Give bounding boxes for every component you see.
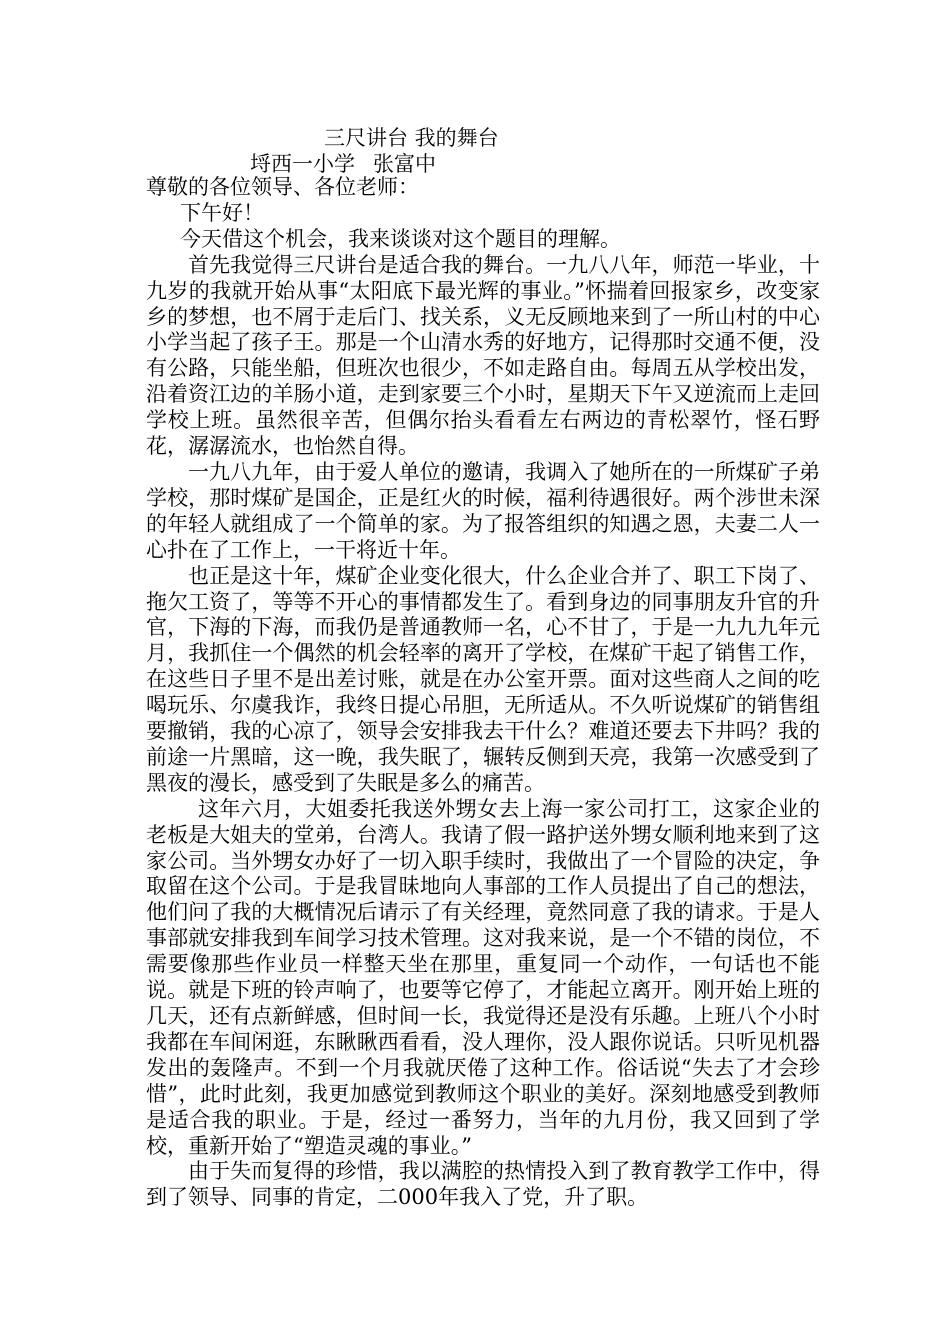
- school-name: 埒西一小学: [250, 152, 355, 176]
- author-byline: [250, 150, 436, 178]
- paragraph: 由于失而复得的珍惜，我以满腔的热情投入到了教育教学工作中，得到了领导、同事的肯定，二000年我入了党，升了职。: [146, 1159, 820, 1210]
- speech-body: [146, 175, 820, 1211]
- greeting: 下午好！: [180, 200, 264, 225]
- paragraph: 今天借这个机会，我来谈谈对这个题目的理解。: [180, 226, 621, 251]
- salutation: 尊敬的各位领导、各位老师：: [146, 175, 419, 199]
- paragraph: 这年六月，大姐委托我送外甥女去上海一家公司打工，这家企业的老板是大姐夫的堂弟，台湾人。我请了假一路护送外甥女顺利地来到了这家公司。当外甥女办好了一切入职手续时，我做出了一个冒险的决定，争取留在这个公司。于是我冒昧地向人事部的工作人员提出了自己的想法，他们问了我的大概情况后请示了有关经理，竟然同意了我的请求。于是人事部就安排我到车间学习技术管理。这对我来说，是一个不错的岗位，不需要像那些作业员一样整天坐在那里，重复同一个动作，一句话也不能说。就是下班的铃声响了，也要等它停了，才能起立离开。刚开始上班的几天，还有点新鲜感，但时间一长，我觉得还是没有乐趣。上班八个小时我都在车间闲逛，东瞅瞅西看看，没人理你，没人跟你说话。只听见机器发出的轰隆声。不到一个月我就厌倦了这种工作。俗话说“失去了才会珍惜”，此时此刻，我更加感觉到教师这个职业的美好。深刻地感受到教师是适合我的职业。于是，经过一番努力，当年的九月份，我又回到了学校，重新开始了“塑造灵魂的事业。”: [146, 796, 820, 1158]
- paragraph: 也正是这十年，煤矿企业变化很大，什么企业合并了、职工下岗了、拖欠工资了，等等不开心的事情都发生了。看到身边的同事朋友升官的升官，下海的下海，而我仍是普通教师一名，心不甘了，于是一九九九年元月，我抓住一个偶然的机会轻率的离开了学校，在煤矿干起了销售工作，在这些日子里不是出差讨账，就是在办公室开票。面对这些商人之间的吃喝玩乐、尔虞我诈，我终日提心吊胆，无所适从。不久听说煤矿的销售组要撤销，我的心凉了，领导会安排我去干什么？难道还要去下井吗？我的前途一片黑暗，这一晚，我失眠了，辗转反侧到天亮，我第一次感受到了黑夜的漫长，感受到了失眠是多么的痛苦。: [146, 563, 820, 795]
- document-title: 三尺讲台 我的舞台: [324, 126, 499, 150]
- paragraph: 一九八九年，由于爱人单位的邀请，我调入了她所在的一所煤矿子弟学校，那时煤矿是国企，正是红火的时候，福利待遇很好。两个涉世未深的年轻人就组成了一个简单的家。为了报答组织的知遇之恩，夫妻二人一心扑在了工作上，一干将近十年。: [146, 459, 820, 562]
- paragraph: 首先我觉得三尺讲台是适合我的舞台。一九八八年，师范一毕业，十九岁的我就开始从事“太阳底下最光辉的事业。”怀揣着回报家乡，改变家乡的梦想，也不屑于走后门、找关系，义无反顾地来到了一所山村的中心小学当起了孩子王。那是一个山清水秀的好地方，记得那时交通不便，没有公路，只能坐船，但班次也很少，不如走路自由。每周五从学校出发，沿着资江边的羊肠小道，走到家要三个小时，星期天下午又逆流而上走回学校上班。虽然很辛苦，但偶尔抬头看看左右两边的青松翠竹，怪石野花，潺潺流水，也怡然自得。: [146, 252, 820, 459]
- author-name: 张富中: [373, 152, 436, 176]
